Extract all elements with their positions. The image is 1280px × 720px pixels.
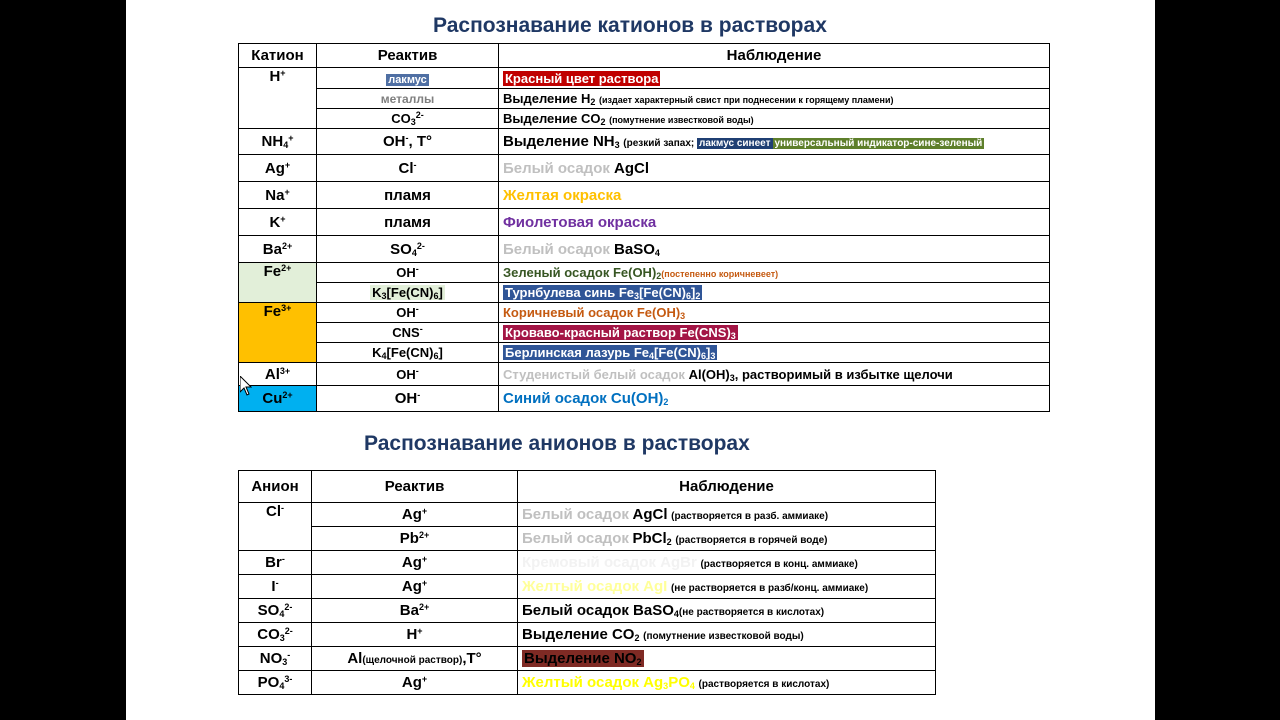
cations-title: Распознавание катионов в растворах <box>433 14 827 37</box>
table-row <box>239 647 936 671</box>
table-row <box>239 343 1050 363</box>
cation-ba: $Ba^{2+}$ <box>239 236 317 263</box>
obs-blood-red-solution: Кроваво-красный раствор $Fe(CNS)_3$ <box>499 323 1050 343</box>
table-row <box>239 155 1050 182</box>
table-row <box>239 236 1050 263</box>
obs-nh3-release: Выделение $NH_3$ (резкий запах; лакмус синеет универсальный индикатор-сине-зеленый <box>499 129 1050 155</box>
obs-green-precipitate: Зеленый осадок $Fe(OH)_2(постепенно$ коричневеет) <box>499 263 1050 283</box>
obs-pbcl2: Белый осадок PbCl$_2$ (растворяется в горячей воде) <box>518 527 936 551</box>
table-row <box>239 323 1050 343</box>
reagent-k3fecn6: $K_3[Fe(CN)_6]$ <box>317 283 499 303</box>
cation-fe3: $Fe^{3+}$ <box>239 303 317 363</box>
cations-table <box>238 43 1050 412</box>
header-reagent: Реактив <box>317 44 499 68</box>
obs-violet-color: Фиолетовая окраска <box>499 209 1050 236</box>
anions-table <box>238 470 936 695</box>
obs-red-solution: Красный цвет раствора <box>499 68 1050 89</box>
reagent-so4: $SO_4^{2-}$ <box>317 236 499 263</box>
table-row <box>239 182 1050 209</box>
obs-baso4: Белый осадок BaSO$_4$(не растворяется в кислотах) <box>518 599 936 623</box>
reagent-oh-t: OH-, T° <box>317 129 499 155</box>
table-row <box>239 129 1050 155</box>
anion-br: Br- <box>239 551 312 575</box>
header-anion: Анион <box>239 471 312 503</box>
obs-baso4: Белый осадок BaSO$_4$ <box>499 236 1050 263</box>
cation-nh4: $NH_4^+$ <box>239 129 317 155</box>
anions-title: Распознавание анионов в растворах <box>364 432 750 455</box>
obs-blue-precipitate: Синий осадок $Cu(OH)_2$ <box>499 386 1050 412</box>
table-row <box>239 551 936 575</box>
reagent-co3: $CO_3^{2-}$ <box>317 109 499 129</box>
header-observation: Наблюдение <box>499 44 1050 68</box>
cation-k: K+ <box>239 209 317 236</box>
obs-prussian-blue: Берлинская лазурь $Fe_4[Fe(CN)_6]_3$ <box>499 343 1050 363</box>
table-row <box>239 68 1050 89</box>
cation-cu: $Cu^{2+}$ <box>239 386 317 412</box>
header-reagent: Реактив <box>312 471 518 503</box>
anion-po4: $PO_4^{3-}$ <box>239 671 312 695</box>
reagent-ag: Ag+ <box>312 671 518 695</box>
table-row <box>239 363 1050 386</box>
anions-header-row <box>239 471 936 503</box>
reagent-oh: OH- <box>317 363 499 386</box>
anion-co3: $CO_3^{2-}$ <box>239 623 312 647</box>
table-row <box>239 599 936 623</box>
obs-turnbull-blue: Турнбулева синь $Fe_3[Fe(CN)_6]_2$ <box>499 283 1050 303</box>
reagent-flame: пламя <box>317 209 499 236</box>
obs-no2-release: Выделение $NO_2$ <box>518 647 936 671</box>
table-row <box>239 527 936 551</box>
table-row <box>239 283 1050 303</box>
reagent-cl: Cl- <box>317 155 499 182</box>
obs-agcl: Белый осадок AgCl <box>499 155 1050 182</box>
obs-co2-release: Выделение $CO_2$ (помутнение известковой воды) <box>499 109 1050 129</box>
table-row <box>239 503 936 527</box>
obs-agcl: Белый осадок AgCl (растворяется в разб. аммиаке) <box>518 503 936 527</box>
table-row <box>239 623 936 647</box>
mouse-cursor-icon <box>240 376 252 396</box>
table-row <box>239 209 1050 236</box>
cation-na: Na+ <box>239 182 317 209</box>
reagent-k4fecn6: $K_4[Fe(CN)_6]$ <box>317 343 499 363</box>
reagent-oh: OH- <box>317 263 499 283</box>
cation-h: H+ <box>239 68 317 129</box>
table-row <box>239 575 936 599</box>
anion-i: I- <box>239 575 312 599</box>
obs-h2-release: Выделение $H_2$ (издает характерный свист при поднесении к горящему пламени) <box>499 89 1050 109</box>
reagent-metals: металлы <box>317 89 499 109</box>
header-observation: Наблюдение <box>518 471 936 503</box>
anion-no3: $NO_3^-$ <box>239 647 312 671</box>
reagent-ag: Ag+ <box>312 575 518 599</box>
reagent-ba: $Ba^{2+}$ <box>312 599 518 623</box>
reagent-h: H+ <box>312 623 518 647</box>
reagent-al-alkaline: Al(щелочной раствор),T° <box>312 647 518 671</box>
header-cation: Катион <box>239 44 317 68</box>
anion-cl: Cl- <box>239 503 312 551</box>
reagent-pb: $Pb^{2+}$ <box>312 527 518 551</box>
reagent-litmus: лакмус <box>317 68 499 89</box>
cation-fe2: $Fe^{2+}$ <box>239 263 317 303</box>
obs-agi: Желтый осадок AgI (не растворяется в разб/конц. аммиаке) <box>518 575 936 599</box>
obs-brown-precipitate: Коричневый осадок $Fe(OH)_3$ <box>499 303 1050 323</box>
cation-ag: Ag+ <box>239 155 317 182</box>
obs-co2-release: Выделение $CO_2$ (помутнение известковой воды) <box>518 623 936 647</box>
obs-yellow-color: Желтая окраска <box>499 182 1050 209</box>
obs-ag3po4: Желтый осадок $Ag_3PO_4$ (растворяется в кислотах) <box>518 671 936 695</box>
reagent-ag: Ag+ <box>312 551 518 575</box>
table-row <box>239 671 936 695</box>
cation-al: $Al^{3+}$ <box>239 363 317 386</box>
reagent-cns: CNS- <box>317 323 499 343</box>
obs-agbr: Кремовый осадок AgBr (растворяется в конц. аммиаке) <box>518 551 936 575</box>
cations-header-row <box>239 44 1050 68</box>
obs-gelatinous-precipitate: Студенистый белый осадок $Al(OH)_3$, растворимый в избытке щелочи <box>499 363 1050 386</box>
reagent-oh: OH- <box>317 386 499 412</box>
table-row <box>239 89 1050 109</box>
anion-so4: $SO_4^{2-}$ <box>239 599 312 623</box>
reagent-oh: OH- <box>317 303 499 323</box>
table-row <box>239 386 1050 412</box>
table-row <box>239 303 1050 323</box>
table-row <box>239 263 1050 283</box>
reagent-ag: Ag+ <box>312 503 518 527</box>
reagent-flame: пламя <box>317 182 499 209</box>
table-row <box>239 109 1050 129</box>
